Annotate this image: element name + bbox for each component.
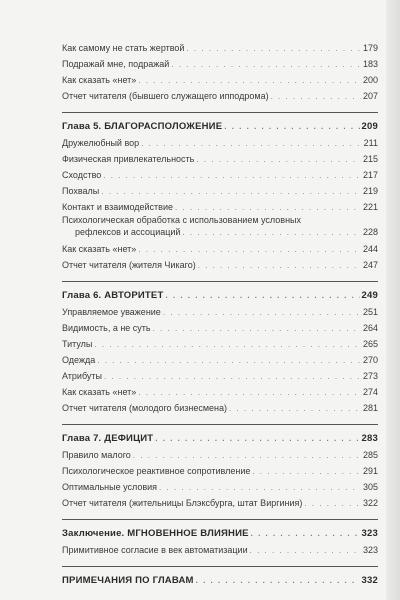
toc-entry-label: Как сказать «нет» <box>62 244 137 254</box>
toc-entry-label: Контакт и взаимодействие <box>62 202 173 212</box>
toc-leader-dots <box>141 136 361 152</box>
chapter-title: Глава 6. АВТОРИТЕТ <box>62 290 164 301</box>
toc-leader-dots <box>101 184 361 200</box>
toc-leader-dots <box>163 305 361 321</box>
chapter-heading <box>62 431 378 447</box>
toc-entry-page: 274 <box>362 387 378 397</box>
toc-entry-page: 281 <box>362 403 378 413</box>
chapter-title: ПРИМЕЧАНИЯ ПО ГЛАВАМ <box>62 575 194 586</box>
toc-entry <box>62 199 378 215</box>
page-edge-shadow <box>386 0 400 600</box>
toc-entry <box>62 40 378 56</box>
toc-entry-label: Дружелюбный вор <box>62 138 140 148</box>
toc-entry-label: Отчет читателя (жителя Чикаго) <box>62 260 196 270</box>
table-of-contents <box>62 40 378 589</box>
toc-entry-label: Как сказать «нет» <box>62 75 137 85</box>
toc-leader-dots <box>182 227 361 239</box>
toc-entry-page: 323 <box>362 545 378 555</box>
toc-entry-label: Примитивное согласие в век автоматизации <box>62 545 248 555</box>
toc-entry <box>62 447 378 463</box>
toc-entry <box>62 183 378 199</box>
toc-leader-dots <box>97 353 361 369</box>
toc-leader-dots <box>133 448 361 464</box>
toc-entry <box>62 241 378 257</box>
toc-leader-dots <box>94 337 361 353</box>
toc-entry-label: Как сказать «нет» <box>62 387 137 397</box>
toc-leader-dots <box>138 73 361 89</box>
toc-entry-label: Правило малого <box>62 450 131 460</box>
toc-entry <box>62 368 378 384</box>
toc-entry-page: 285 <box>362 450 378 460</box>
toc-leader-dots <box>229 401 361 417</box>
chapter-title: Глава 5. БЛАГОРАСПОЛОЖЕНИЕ <box>62 121 223 132</box>
toc-entry-page: 215 <box>362 154 378 164</box>
toc-entry-label: Титулы <box>62 339 93 349</box>
chapter-page: 249 <box>361 290 378 301</box>
toc-leader-dots <box>304 496 361 512</box>
toc-leader-dots <box>250 543 361 559</box>
toc-leader-dots <box>165 288 359 304</box>
toc-entry-page: 211 <box>363 138 378 148</box>
toc-entry-label: Отчет читателя (молодого бизнесмена) <box>62 403 227 413</box>
toc-entry <box>62 88 378 104</box>
toc-entry-page: 217 <box>362 170 378 180</box>
chapter-page: 283 <box>361 433 378 444</box>
toc-entry-label: Управляемое уважение <box>62 307 161 317</box>
toc-entry-page: 273 <box>362 371 378 381</box>
toc-leader-dots <box>138 242 361 258</box>
toc-entry <box>62 167 378 183</box>
toc-entry-label: Похвалы <box>62 186 100 196</box>
toc-entry <box>62 542 378 558</box>
toc-leader-dots <box>198 258 361 274</box>
toc-entry-label: Сходство <box>62 170 102 180</box>
toc-entry-page: 207 <box>362 91 378 101</box>
toc-entry-page: 244 <box>362 244 378 254</box>
toc-leader-dots <box>159 480 361 496</box>
toc-entry-page: 221 <box>362 202 378 212</box>
chapter-title: Заключение. МГНОВЕННОЕ ВЛИЯНИЕ <box>62 528 249 539</box>
toc-entry-page: 200 <box>362 75 378 85</box>
toc-leader-dots <box>271 89 361 105</box>
toc-leader-dots <box>171 57 361 73</box>
toc-leader-dots <box>251 526 360 542</box>
toc-entry <box>62 135 378 151</box>
toc-entry <box>62 56 378 72</box>
toc-entry-label: Одежда <box>62 355 96 365</box>
toc-entry-page: 183 <box>362 59 378 69</box>
chapter-heading <box>62 526 378 542</box>
toc-entry-label: Отчет читателя (бывшего служащего ипподрома) <box>62 91 269 101</box>
toc-entry <box>62 384 378 400</box>
toc-entry <box>62 495 378 511</box>
toc-entry <box>62 352 378 368</box>
toc-leader-dots <box>196 573 360 589</box>
toc-leader-dots <box>186 41 361 57</box>
toc-entry-page: 265 <box>362 339 378 349</box>
toc-entry-label-line2: рефлексов и ассоциаций <box>75 227 181 237</box>
toc-entry-label: Оптимальные условия <box>62 482 158 492</box>
toc-entry-page: 322 <box>362 498 378 508</box>
toc-entry-page: 305 <box>362 482 378 492</box>
toc-entry-label: Психологическое реактивное сопротивление <box>62 466 251 476</box>
toc-entry <box>62 336 378 352</box>
chapter-heading <box>62 119 378 135</box>
toc-entry-label-line1: Психологическая обработка с использованием условных <box>62 215 302 225</box>
toc-leader-dots <box>196 152 361 168</box>
toc-entry-label: Физическая привлекательность <box>62 154 195 164</box>
chapter-divider <box>62 566 378 567</box>
toc-leader-dots <box>153 321 361 337</box>
chapter-divider <box>62 519 378 520</box>
toc-leader-dots <box>104 369 361 385</box>
toc-leader-dots <box>103 168 361 184</box>
toc-entry-page: 219 <box>362 186 378 196</box>
chapter-heading <box>62 288 378 304</box>
toc-leader-dots <box>252 464 361 480</box>
toc-entry <box>62 400 378 416</box>
toc-entry-multiline <box>62 215 378 241</box>
toc-leader-dots <box>224 119 359 135</box>
chapter-divider <box>62 281 378 282</box>
toc-entry <box>62 304 378 320</box>
chapter-divider <box>62 112 378 113</box>
toc-entry-page: 264 <box>362 323 378 333</box>
chapter-page: 323 <box>361 528 378 539</box>
toc-entry-page: 179 <box>362 43 378 53</box>
toc-entry-page: 251 <box>362 307 378 317</box>
toc-entry-page: 247 <box>362 260 378 270</box>
chapter-heading <box>62 573 378 589</box>
toc-entry-page: 291 <box>362 466 378 476</box>
chapter-title: Глава 7. ДЕФИЦИТ <box>62 433 154 444</box>
toc-entry-label: Подражай мне, подражай <box>62 59 170 69</box>
toc-leader-dots <box>155 431 359 447</box>
toc-entry-label: Как самому не стать жертвой <box>62 43 185 53</box>
chapter-page: 209 <box>361 121 378 132</box>
toc-entry <box>62 72 378 88</box>
toc-entry <box>62 151 378 167</box>
chapter-page: 332 <box>361 575 378 586</box>
toc-entry <box>62 479 378 495</box>
toc-leader-dots <box>138 385 361 401</box>
toc-entry <box>62 320 378 336</box>
toc-leader-dots <box>175 200 361 216</box>
toc-entry-label: Атрибуты <box>62 371 103 381</box>
toc-entry <box>62 463 378 479</box>
toc-entry <box>62 257 378 273</box>
chapter-divider <box>62 424 378 425</box>
toc-entry-label: Отчет читателя (жительницы Блэксбурга, штат Виргиния) <box>62 498 303 508</box>
toc-entry-page: 228 <box>362 227 378 237</box>
toc-entry-label: Видимость, а не суть <box>62 323 151 333</box>
toc-entry-page: 270 <box>362 355 378 365</box>
